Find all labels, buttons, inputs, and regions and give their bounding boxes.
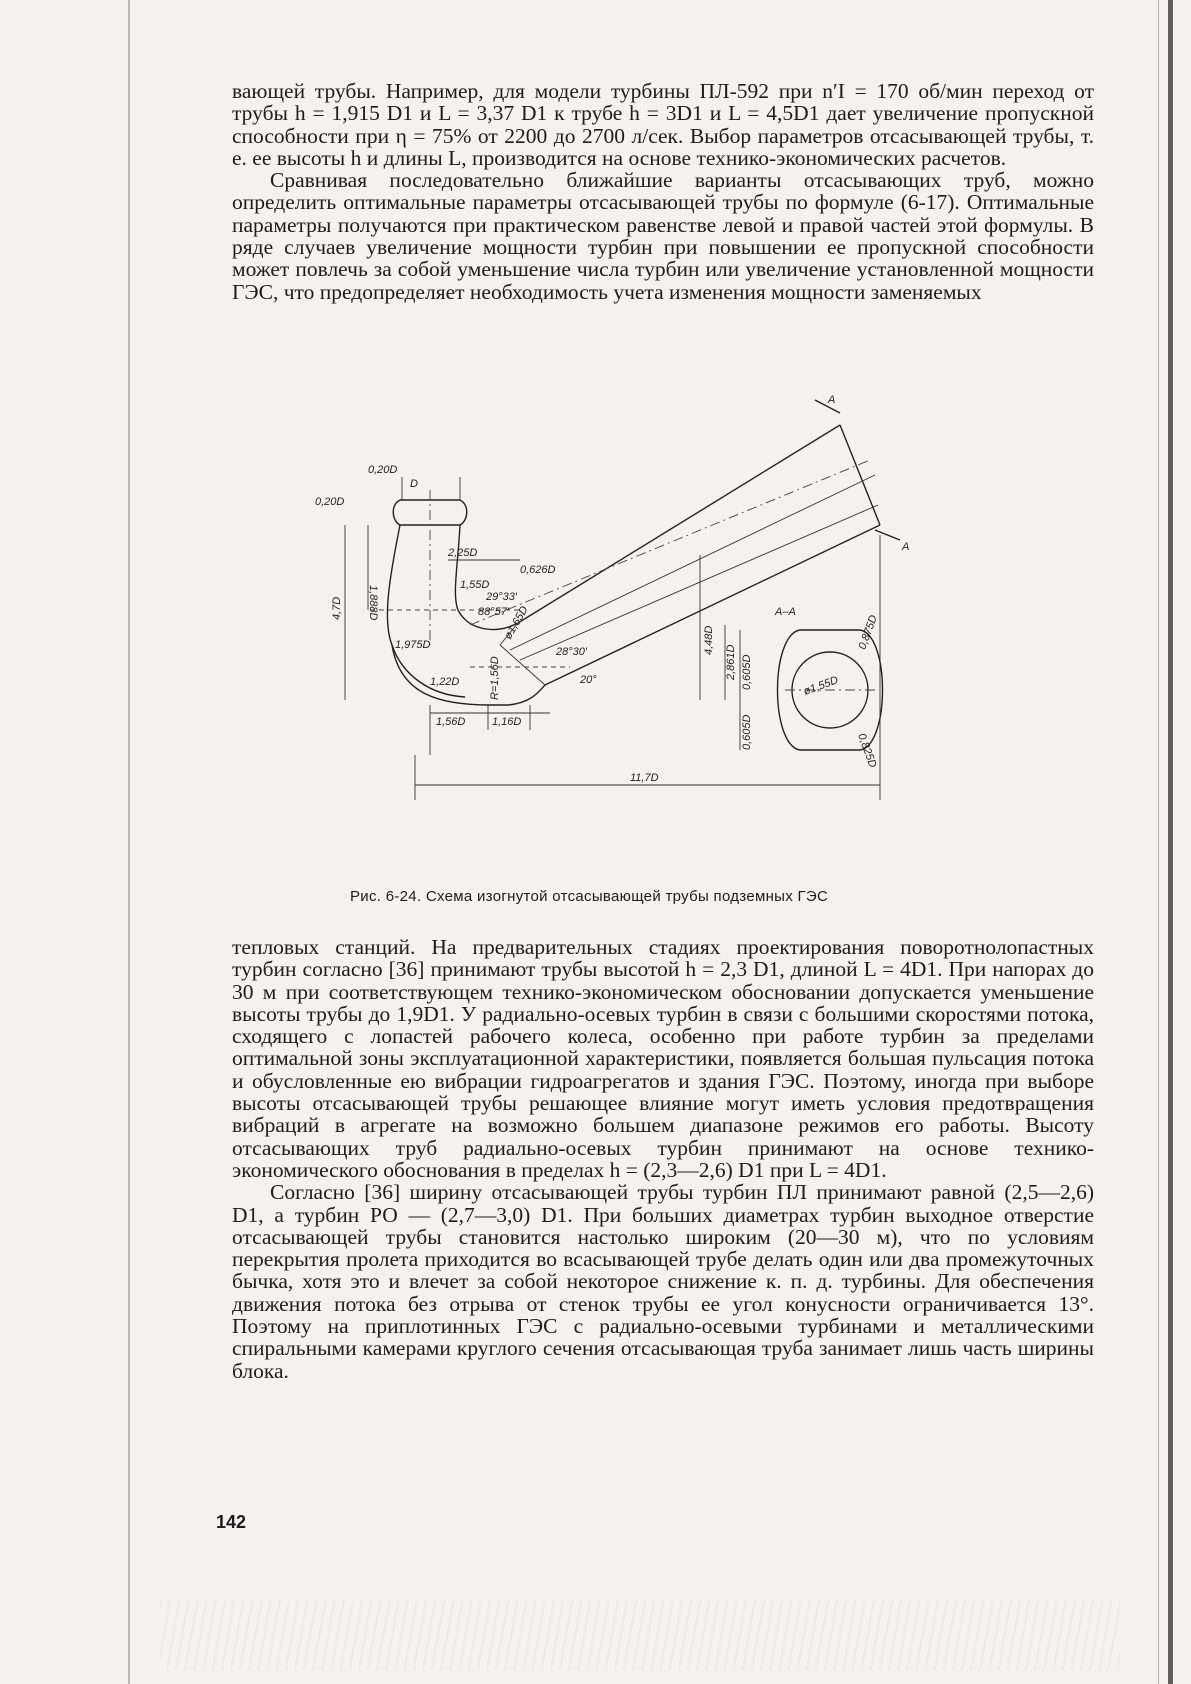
dim-label: 20° — [580, 674, 597, 686]
dim-label: 29°33′ — [486, 591, 517, 603]
dim-label: 11,7D — [630, 772, 659, 784]
diffuser-bottom-wall — [545, 525, 880, 685]
dim-label: D — [410, 478, 418, 490]
axis-line — [510, 475, 875, 650]
page-number: 142 — [216, 1512, 247, 1532]
dim-label: 0,605D — [741, 654, 753, 690]
section-mark: А — [902, 541, 910, 553]
scan-left-edge — [128, 0, 130, 1684]
dim-label: 0,626D — [520, 564, 556, 576]
dim-label: 2,861D — [725, 644, 737, 680]
dim-label: 1,888D — [367, 585, 379, 621]
dim-label: 0,875D — [856, 613, 880, 652]
dim-label: 2,25D — [448, 547, 478, 559]
dim-label: 1,56D — [436, 716, 466, 728]
dim-label: 1,975D — [395, 639, 431, 651]
section-mark: А — [828, 394, 836, 406]
dim-label: 1,16D — [492, 716, 522, 728]
dim-label: R=1,56D — [489, 656, 501, 700]
dim-label: ø1,55D — [801, 674, 840, 698]
dim-label: 88°57′ — [478, 606, 509, 618]
dim-label: 28°30′ — [556, 646, 587, 658]
scan-right-edge — [1168, 0, 1173, 1684]
dim-label: 0,825D — [855, 731, 879, 770]
draft-tube-drawing — [315, 394, 970, 875]
figure-draft-tube-scheme — [315, 394, 970, 880]
diffuser-top-wall — [518, 425, 840, 623]
paragraph: тепловых станций. На предварительных стадиях проектирования поворотнолопастных турбин согласно [36] принимают трубы высотой h = 2,3 D1, длиной L = 4D1. При напорах до 30 м при соответствующем технико-экономическом обосновании допускается уменьшение высоты трубы до 1,9D1. У радиально-осевых турбин в связи с большими скоростями потока, сходящего с лопастей рабочего колеса, особенно при работе турбин за пределами оптимальной зоны эксплуатационной характеристики, появляется большая пульсация потока и обусловленные ею вибрации гидроагрегатов и здания ГЭС. Поэтому, иногда при выборе высоты отсасывающей трубы решающее влияние могут иметь условия предотвращения вибраций в агрегате на возможно большем диапазоне режимов его работы. Высоту отсасывающих труб радиально-осевых турбин принимают на основе технико-экономического обоснования в пределах h = (2,3—2,6) D1 при L = 4D1. — [232, 935, 1094, 1182]
paragraph: Согласно [36] ширину отсасывающей трубы турбин ПЛ принимают равной (2,5—2,6) D1, а турбин РО — (2,7—3,0) D1. При больших диаметрах турбин выходное отверстие отсасывающей трубы становится настолько широким (20—30 м), что по условиям перекрытия пролета приходится во всасывающей трубе делать один или два промежуточных бычка, хотя это и влечет за собой некоторое снижение к. п. д. турбины. Для обеспечения движения потока без отрыва от стенок трубы ее угол конусности ограничивается 13°. Поэтому на приплотинных ГЭС с радиально-осевыми турбинами и металлическими спиральными камерами круглого сечения отсасывающая труба занимает лишь часть ширины блока. — [232, 1180, 1094, 1383]
cut-mark — [875, 530, 900, 540]
scan-noise — [160, 1600, 1120, 1670]
dim-label: 1,22D — [430, 676, 460, 688]
dim-label: 0,605D — [741, 714, 753, 750]
dim-label: ø1,65D — [502, 604, 531, 642]
paragraph: Сравнивая последовательно ближайшие варианты отсасывающих труб, можно определить оптимальные параметры отсасывающей трубы по формуле (6-17). Оптимальные параметры получаются при практическом равенстве левой и правой частей этой формулы. В ряде случаев увеличение мощности турбин при повышении ее пропускной способности может повлечь за собой уменьшение числа турбин или увеличение установленной мощности ГЭС, что предопределяет необходимость учета изменения мощности заменяемых — [232, 168, 1094, 304]
scan-right-inner-edge — [1158, 0, 1159, 1684]
axis-line — [520, 505, 878, 660]
bottom-text-block — [232, 936, 1094, 1382]
section-line — [500, 645, 545, 685]
figure-caption: Рис. 6-24. Схема изогнутой отсасывающей трубы подземных ГЭС — [350, 888, 829, 905]
dim-label: 0,20D — [315, 496, 345, 508]
dim-label: 1,55D — [460, 579, 490, 591]
section-label: А–А — [775, 606, 796, 618]
dim-label: 4,7D — [331, 596, 343, 620]
paragraph: вающей трубы. Например, для модели турбины ПЛ-592 при n′I = 170 об/мин переход от трубы h = 1,915 D1 и L = 3,37 D1 к трубе h = 3D1 и L = 4,5D1 дает увеличение пропускной способности при η = 75% от 2200 до 2700 л/сек. Выбор параметров отсасывающей трубы, т. е. ее высоты h и длины L, производится на основе технико-экономических расчетов. — [232, 79, 1094, 170]
dim-label: 4,48D — [703, 625, 715, 655]
elbow-bottom — [392, 645, 545, 705]
axis-line — [470, 460, 870, 625]
top-text-block — [232, 80, 1094, 303]
dim-label: 0,20D — [368, 464, 398, 476]
